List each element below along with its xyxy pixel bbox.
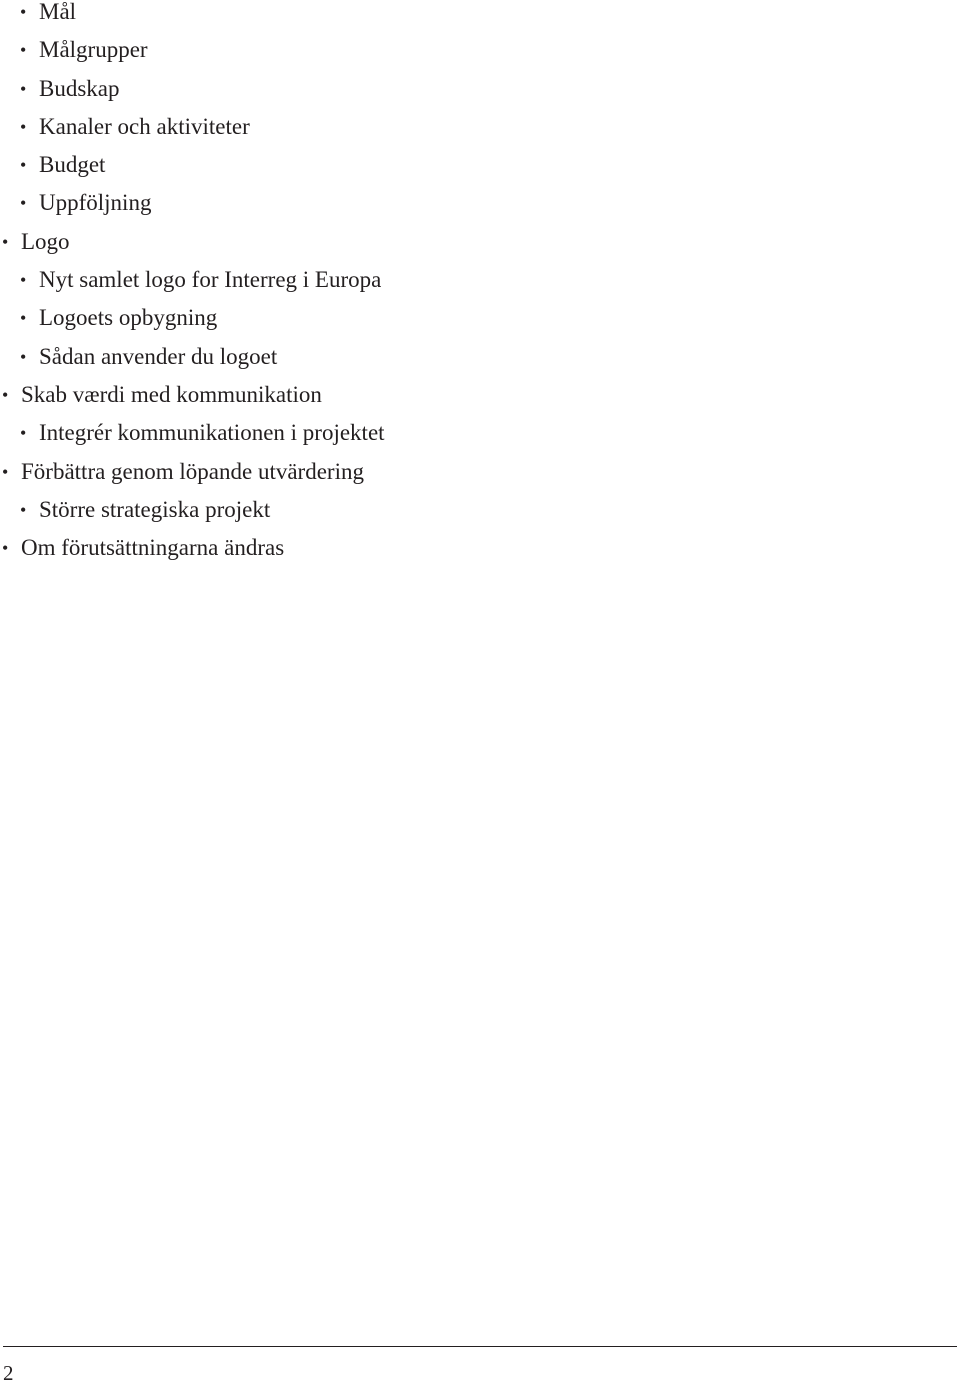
toc-item-label: Budget [39,152,106,178]
toc-subsection-item [0,299,385,337]
toc-subsection-item [0,184,385,222]
toc-subsection-item [0,414,385,452]
bullet-icon: • [20,270,27,291]
table-of-contents [0,0,385,567]
toc-section-item [0,376,385,414]
toc-item-label: Logoets opbygning [39,305,218,331]
toc-subsection-item [0,146,385,184]
toc-item-label: Uppföljning [39,190,152,216]
toc-subsection-item [0,31,385,69]
toc-item-label: Integrér kommunikationen i projektet [39,420,385,446]
bullet-icon: • [2,384,9,405]
toc-subsection-item [0,108,385,146]
bullet-icon: • [20,423,27,444]
toc-subsection-item [0,491,385,529]
toc-item-label: Logo [21,228,70,254]
toc-item-label: Sådan anvender du logoet [39,343,278,369]
bullet-icon: • [20,308,27,329]
bullet-icon: • [20,193,27,214]
toc-subsection-item [0,70,385,108]
toc-item-label: Förbättra genom löpande utvärdering [21,458,364,484]
toc-item-label: Nyt samlet logo for Interreg i Europa [39,267,382,293]
bullet-icon: • [20,499,27,520]
toc-item-label: Budskap [39,75,120,101]
bullet-icon: • [2,538,9,559]
toc-subsection-item [0,261,385,299]
toc-subsection-item [0,338,385,376]
toc-section-item [0,453,385,491]
page-number: 2 [3,1361,14,1385]
bullet-icon: • [20,346,27,367]
toc-item-label: Om förutsättningarna ändras [21,535,285,561]
bullet-icon: • [2,461,9,482]
toc-item-label: Skab værdi med kommunikation [21,381,322,407]
bullet-icon: • [20,40,27,61]
bullet-icon: • [20,155,27,176]
toc-subsection-item [0,0,385,31]
toc-item-label: Större strategiska projekt [39,496,271,522]
toc-section-item [0,223,385,261]
toc-item-label: Mål [39,0,77,24]
bullet-icon: • [20,2,27,22]
toc-section-item [0,529,385,567]
toc-item-label: Målgrupper [39,37,148,63]
bullet-icon: • [20,116,27,137]
toc-item-label: Kanaler och aktiviteter [39,113,250,139]
bullet-icon: • [20,78,27,99]
footer-divider [3,1346,957,1347]
bullet-icon: • [2,231,9,252]
